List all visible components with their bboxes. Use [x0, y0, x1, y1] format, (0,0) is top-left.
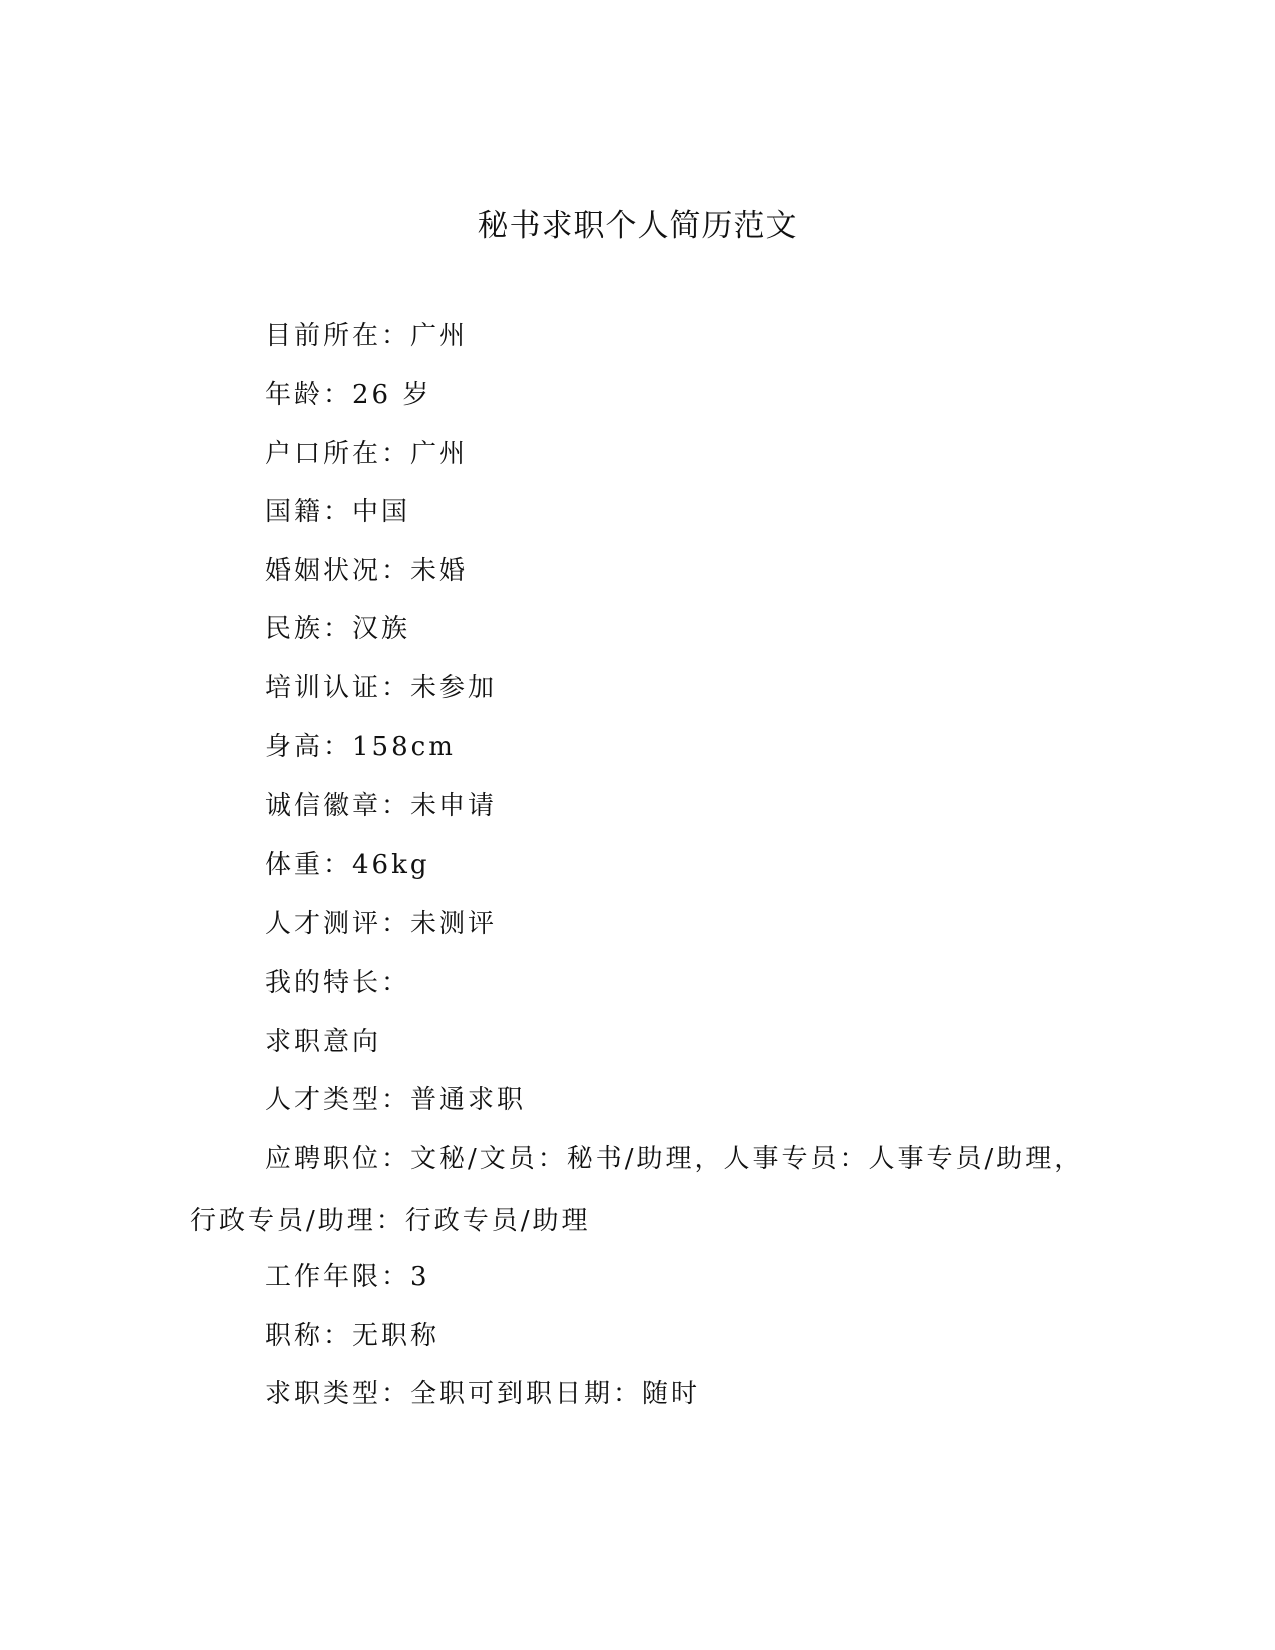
field-work-years: 工作年限：3 — [265, 1262, 430, 1292]
field-specialties: 我的特长： — [265, 968, 411, 998]
applied-position-line-1: 应聘职位：文秘/文员：秘书/助理，人事专员：人事专员/助理， — [265, 1144, 1084, 1174]
field-talent-type: 人才类型：普通求职 — [265, 1085, 527, 1115]
document-title: 秘书求职个人简历范文 — [477, 208, 798, 244]
field-ethnicity: 民族：汉族 — [265, 614, 411, 644]
field-marital-status: 婚姻状况：未婚 — [265, 556, 469, 586]
field-height: 身高：158cm — [265, 732, 456, 762]
field-talent-assessment: 人才测评：未测评 — [265, 909, 498, 939]
field-applied-position — [190, 1141, 1090, 1239]
field-job-title: 职称：无职称 — [265, 1321, 440, 1351]
field-training-certification: 培训认证：未参加 — [265, 673, 498, 703]
field-hukou: 户口所在：广州 — [265, 439, 469, 469]
field-job-type-availability: 求职类型：全职可到职日期：随时 — [265, 1379, 701, 1409]
field-integrity-badge: 诚信徽章：未申请 — [265, 791, 498, 821]
applied-position-line-2: 行政专员/助理：行政专员/助理 — [190, 1206, 591, 1236]
field-current-location: 目前所在：广州 — [265, 321, 469, 351]
field-nationality: 国籍：中国 — [265, 497, 411, 527]
field-weight: 体重：46kg — [265, 850, 430, 880]
field-age: 年龄：26 岁 — [265, 380, 432, 410]
section-job-intention: 求职意向 — [265, 1027, 382, 1057]
